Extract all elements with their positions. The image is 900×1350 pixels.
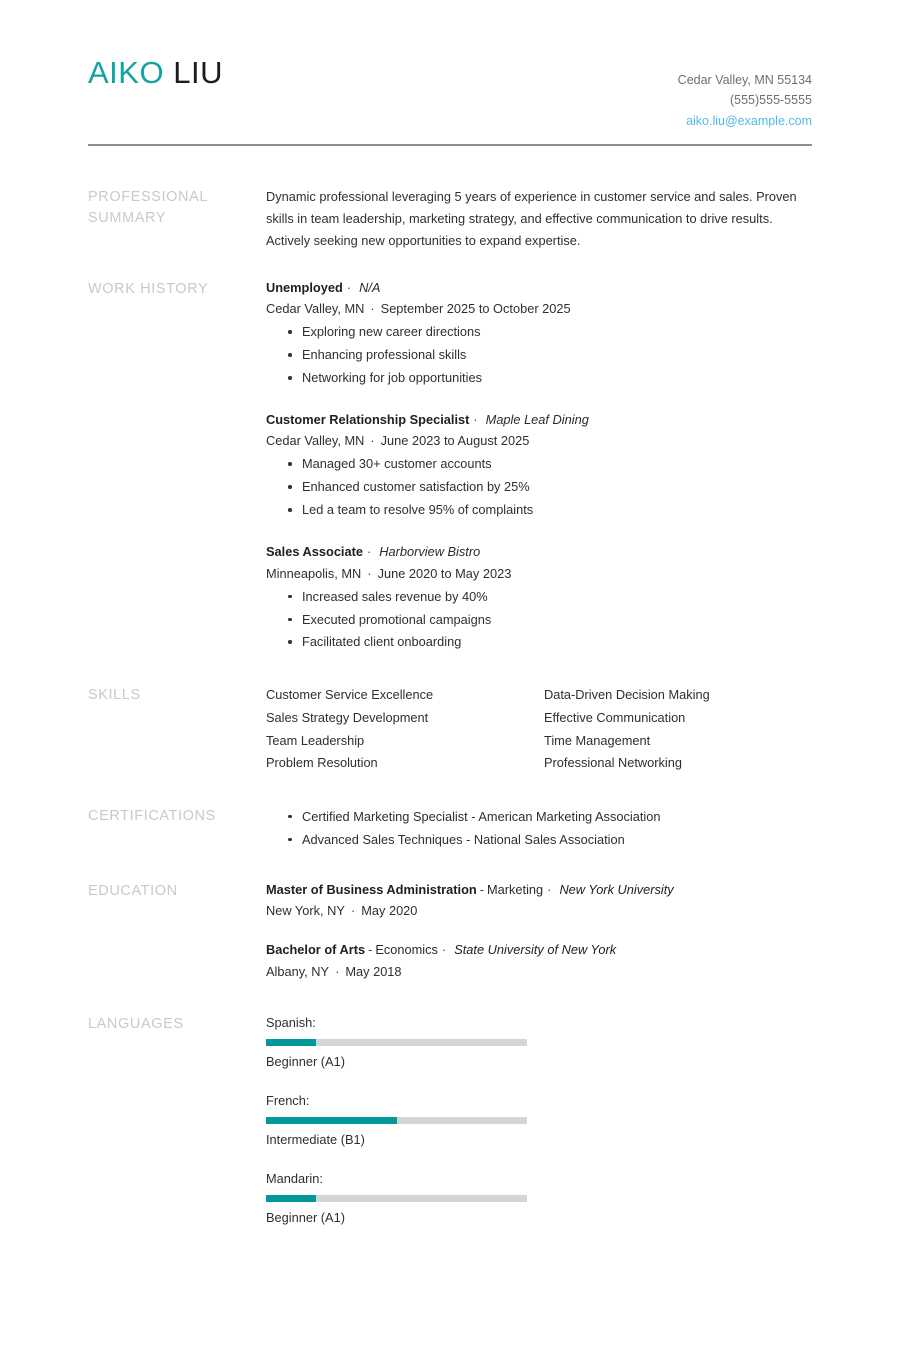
contact-email[interactable]: aiko.liu@example.com [686, 113, 812, 128]
last-name: LIU [173, 55, 223, 90]
job-bullet: Managed 30+ customer accounts [266, 453, 812, 476]
header-divider [88, 144, 812, 146]
job-bullet: Enhanced customer satisfaction by 25% [266, 476, 812, 499]
job-title: Unemployed [266, 279, 343, 295]
separator-dot: · [366, 544, 372, 560]
job-title: Customer Relationship Specialist [266, 411, 470, 427]
section-label-languages: LANGUAGES [88, 1015, 184, 1032]
skill-item: Professional Networking [544, 755, 682, 771]
job-title-line [266, 278, 812, 298]
job-title-line [266, 542, 812, 562]
skills-grid [266, 684, 812, 775]
skill-item: Time Management [544, 732, 651, 748]
language-name: Spanish: [266, 1014, 316, 1030]
section-skills [88, 684, 812, 775]
job-company: N/A [359, 279, 381, 295]
job-meta-line [266, 430, 812, 452]
candidate-name [88, 56, 223, 90]
work-history-entry [266, 410, 812, 522]
section-professional-summary [88, 186, 812, 252]
separator-dot: · [346, 279, 352, 295]
section-label-skills: SKILLS [88, 687, 141, 704]
job-bullet: Exploring new career directions [266, 321, 812, 344]
separator-dot: · [441, 942, 447, 958]
separator-dot: · [335, 963, 340, 979]
job-title: Sales Associate [266, 544, 363, 560]
contact-block [678, 56, 812, 131]
job-dates: September 2025 to October 2025 [380, 301, 571, 317]
section-body-work-history [266, 278, 812, 655]
language-level: Beginner (A1) [266, 1054, 345, 1070]
section-label-education: EDUCATION [88, 882, 178, 899]
certification-item: Certified Marketing Specialist - American Marketing Association [266, 806, 812, 829]
language-item [266, 1091, 544, 1151]
separator-dot: · [370, 433, 375, 449]
education-degree: Master of Business Administration [266, 881, 477, 897]
section-education [88, 880, 812, 983]
job-dates: June 2020 to May 2023 [377, 565, 512, 581]
job-company: Harborview Bistro [379, 544, 481, 560]
section-label-work-history: WORK HISTORY [88, 280, 209, 297]
work-history-entry [266, 278, 812, 390]
section-body-languages [266, 1013, 812, 1247]
education-field: Economics [375, 942, 438, 958]
education-title-line [266, 940, 812, 960]
certification-item: Advanced Sales Techniques - National Sales Association [266, 829, 812, 852]
work-history-entry [266, 542, 812, 654]
language-proficiency-fill [266, 1195, 316, 1202]
education-meta-line [266, 900, 812, 922]
language-proficiency-bar [266, 1195, 527, 1202]
language-level: Intermediate (B1) [266, 1132, 365, 1148]
education-date: May 2020 [361, 903, 418, 919]
job-title-line [266, 410, 812, 430]
job-location: Minneapolis, MN [266, 565, 362, 581]
section-body-skills [266, 684, 812, 775]
job-bullet-list [266, 586, 812, 655]
education-meta-line [266, 961, 812, 983]
skill-item: Effective Communication [544, 709, 686, 725]
job-bullet: Executed promotional campaigns [266, 609, 812, 632]
separator-dot: · [367, 565, 372, 581]
language-proficiency-fill [266, 1117, 397, 1124]
job-bullet: Facilitated client onboarding [266, 631, 812, 654]
contact-location: Cedar Valley, MN 55134 [677, 73, 812, 87]
education-title-line [266, 880, 812, 900]
language-level: Beginner (A1) [266, 1209, 345, 1225]
section-label-professional-summary: PROFESSIONAL SUMMARY [88, 188, 208, 226]
education-date: May 2018 [345, 963, 402, 979]
job-bullet: Enhancing professional skills [266, 344, 812, 367]
skill-item: Problem Resolution [266, 755, 378, 771]
separator-dot: · [473, 411, 478, 427]
section-label-certifications: CERTIFICATIONS [88, 807, 216, 824]
separator-dot: · [547, 881, 552, 897]
language-proficiency-bar [266, 1117, 527, 1124]
job-bullet-list [266, 321, 812, 390]
certifications-list [266, 806, 812, 852]
education-school: State University of New York [454, 942, 617, 958]
education-school: New York University [559, 881, 674, 897]
job-meta-line [266, 298, 812, 320]
job-location: Cedar Valley, MN [266, 301, 365, 317]
job-dates: June 2023 to August 2025 [380, 433, 530, 449]
job-bullet-list [266, 453, 812, 522]
section-body-professional-summary [266, 186, 812, 252]
language-item [266, 1013, 544, 1073]
job-location: Cedar Valley, MN [266, 433, 365, 449]
skill-item: Team Leadership [266, 732, 365, 748]
summary-text: Dynamic professional leveraging 5 years of experience in customer service and sales. Proven skills in team leadership, marketing strategy, and effective communication to drive results. Actively seeking new opportunities to expand expertise. [266, 188, 797, 248]
education-location: Albany, NY [266, 963, 330, 979]
education-entry [266, 940, 812, 982]
job-meta-line [266, 563, 812, 585]
separator-dot: · [370, 301, 375, 317]
first-name: AIKO [88, 55, 165, 90]
language-name: Mandarin: [266, 1170, 323, 1186]
languages-grid [266, 1013, 812, 1247]
job-bullet: Increased sales revenue by 40% [266, 586, 812, 609]
education-field: Marketing [486, 881, 544, 897]
skill-item: Sales Strategy Development [266, 709, 429, 725]
section-body-certifications [266, 805, 812, 852]
section-work-history [88, 278, 812, 655]
job-company: Maple Leaf Dining [485, 411, 589, 427]
skills-column-left [266, 684, 544, 775]
language-proficiency-fill [266, 1039, 316, 1046]
resume-header [88, 0, 812, 131]
separator-dot: · [350, 903, 356, 919]
job-bullet: Led a team to resolve 95% of complaints [266, 499, 812, 522]
education-location: New York, NY [266, 903, 345, 919]
language-proficiency-bar [266, 1039, 527, 1046]
section-languages [88, 1013, 812, 1247]
education-degree: Bachelor of Arts [266, 942, 366, 958]
separator-dash: - [368, 942, 373, 958]
skills-column-right [544, 684, 822, 775]
separator-dash: - [479, 881, 484, 897]
job-bullet: Networking for job opportunities [266, 367, 812, 390]
education-entry [266, 880, 812, 922]
contact-phone: (555)555-5555 [729, 93, 812, 108]
section-certifications [88, 805, 812, 852]
section-body-education [266, 880, 812, 983]
skill-item: Data-Driven Decision Making [544, 687, 710, 703]
skill-item: Customer Service Excellence [266, 687, 434, 703]
language-name: French: [266, 1092, 310, 1108]
language-item [266, 1169, 544, 1229]
